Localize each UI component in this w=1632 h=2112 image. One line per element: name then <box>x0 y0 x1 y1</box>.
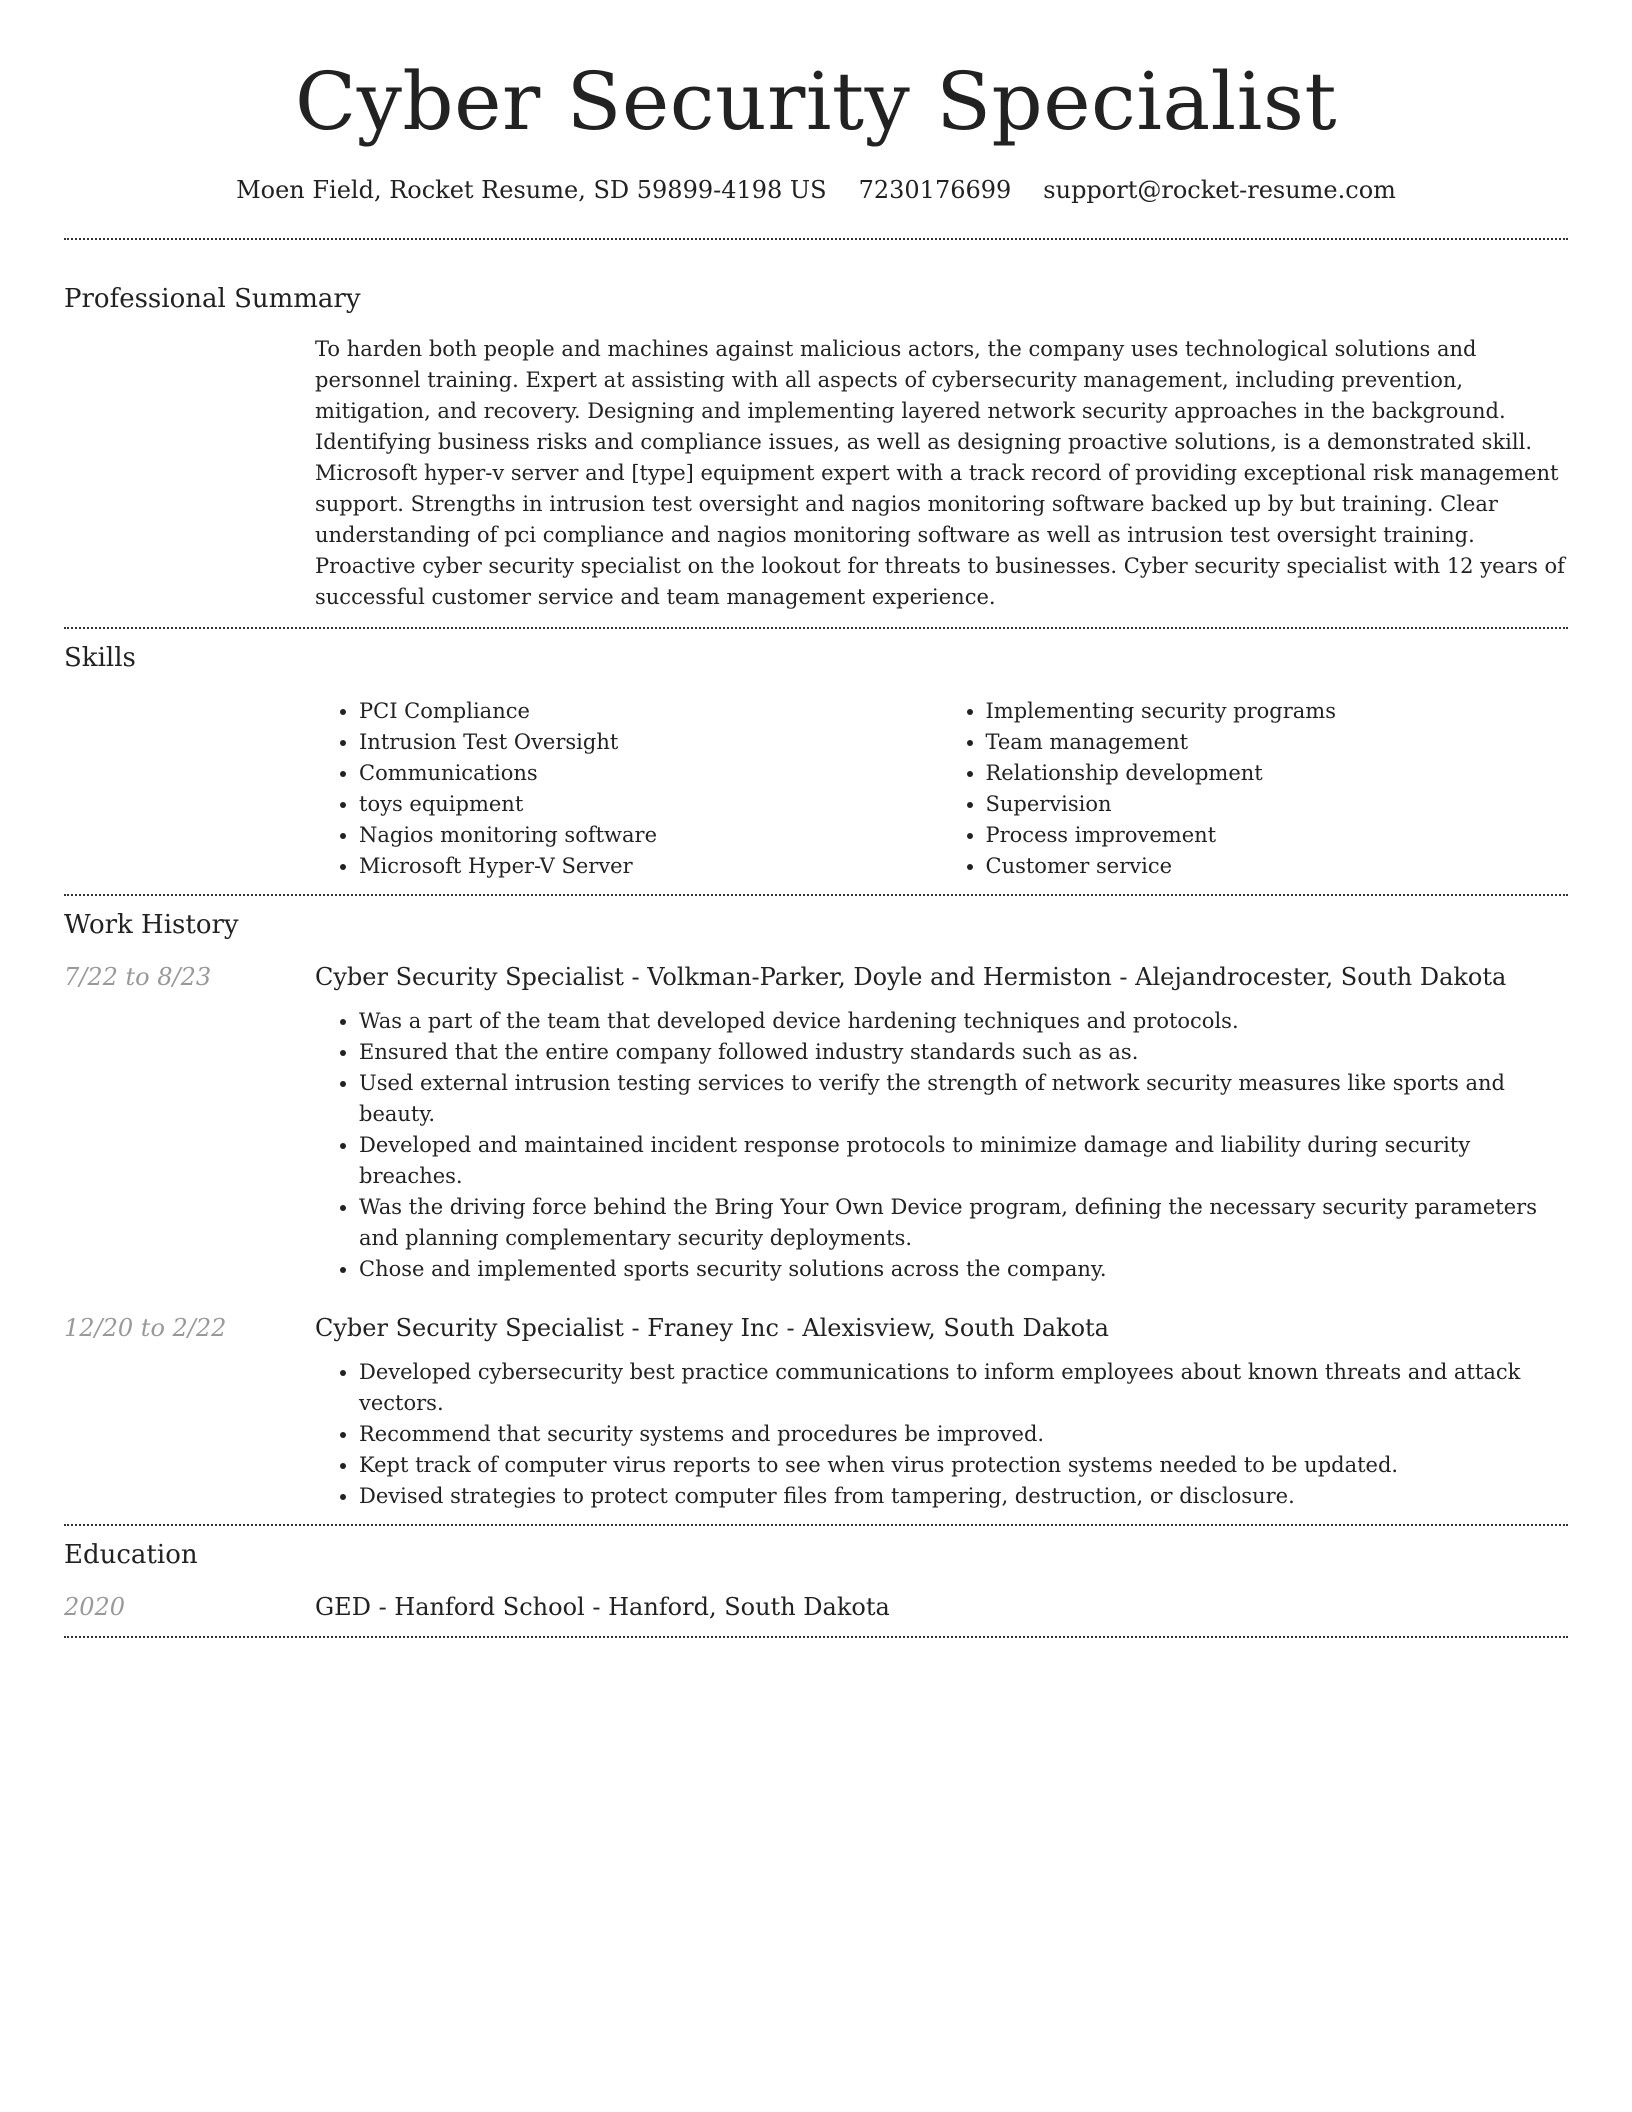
contact-line <box>64 172 1568 208</box>
skill-item: • Microsoft Hyper-V Server <box>359 851 942 882</box>
job-company: Volkman-Parker, Doyle and Hermiston <box>647 963 1112 991</box>
job-bullet: • Chose and implemented sports security solutions across the company. <box>359 1254 1568 1285</box>
contact-address: Moen Field, Rocket Resume, SD 59899-4198 US <box>236 176 827 204</box>
summary-text: To harden both people and machines against malicious actors, the company uses technological solutions and personnel training. Expert at assisting with all aspects of cybersecurity management, including prevention, mitigation, and recovery. Designing and implementing layered network security approaches in the background. Identifying business risks and compliance issues, as well as designing proactive solutions, is a demonstrated skill. Microsoft hyper-v server and [type] equipment expert with a track record of providing exceptional risk management support. Strengths in intrusion test oversight and nagios monitoring software backed up by but training. Clear understanding of pci compliance and nagios monitoring software as well as intrusion test oversight training. Proactive cyber security specialist on the lookout for threats to businesses. Cyber security specialist with 12 years of successful customer service and team management experience. <box>315 337 1565 609</box>
contact-email: support@rocket-resume.com <box>1043 176 1396 204</box>
resume-name: Cyber Security Specialist <box>294 55 1338 148</box>
job-bullets <box>315 1357 1568 1512</box>
job-dates: 12/20 to 2/22 <box>64 1314 227 1342</box>
section-divider <box>64 238 1568 240</box>
job-bullet: • Devised strategies to protect computer files from tampering, destruction, or disclosure. <box>359 1481 1568 1512</box>
job-location: Alejandrocester, South Dakota <box>1135 963 1507 991</box>
job-separator: - <box>778 1314 803 1342</box>
job-bullet: • Was a part of the team that developed device hardening techniques and protocols. <box>359 1006 1568 1037</box>
skill-item: • PCI Compliance <box>359 696 942 727</box>
job-bullet: • Was the driving force behind the Bring Your Own Device program, defining the necessary security parameters and planning complementary security deployments. <box>359 1192 1568 1254</box>
job-dates: 7/22 to 8/23 <box>64 963 212 991</box>
education-entry <box>64 1590 1568 1624</box>
job-bullet: • Used external intrusion testing services to verify the strength of network security measures like sports and beauty. <box>359 1068 1568 1130</box>
job-entry <box>64 1311 1568 1524</box>
education-year: 2020 <box>64 1593 126 1621</box>
skill-item: • Nagios monitoring software <box>359 820 942 851</box>
job-bullets <box>315 1006 1568 1285</box>
section-divider <box>64 894 1568 896</box>
skill-item: • Process improvement <box>986 820 1569 851</box>
job-company: Franey Inc <box>647 1314 779 1342</box>
job-separator: - <box>1111 963 1136 991</box>
skill-item: • Relationship development <box>986 758 1569 789</box>
resume-page <box>64 0 1568 1638</box>
job-heading <box>315 1311 1568 1345</box>
job-bullet: • Ensured that the entire company followed industry standards such as as. <box>359 1037 1568 1068</box>
education-section-title: Education <box>64 1540 198 1570</box>
skill-item: • Customer service <box>986 851 1569 882</box>
job-separator: - <box>623 963 648 991</box>
section-divider <box>64 627 1568 629</box>
skill-item: • toys equipment <box>359 789 942 820</box>
skills-column-right <box>942 696 1569 882</box>
skill-item: • Implementing security programs <box>986 696 1569 727</box>
skill-item: • Communications <box>359 758 942 789</box>
job-body <box>315 1311 1568 1524</box>
job-bullet: • Kept track of computer virus reports to see when virus protection systems needed to be updated. <box>359 1450 1568 1481</box>
job-role: Cyber Security Specialist <box>315 963 624 991</box>
job-bullet: • Developed cybersecurity best practice communications to inform employees about known threats and attack vectors. <box>359 1357 1568 1419</box>
summary-section-title: Professional Summary <box>64 284 361 314</box>
job-role: Cyber Security Specialist <box>315 1314 624 1342</box>
skill-item: • Supervision <box>986 789 1569 820</box>
skill-item: • Intrusion Test Oversight <box>359 727 942 758</box>
job-bullet: • Developed and maintained incident response protocols to minimize damage and liability during security breaches. <box>359 1130 1568 1192</box>
job-separator: - <box>623 1314 648 1342</box>
contact-phone: 7230176699 <box>858 176 1012 204</box>
skills-grid <box>315 696 1568 882</box>
job-heading <box>315 960 1568 994</box>
education-heading: GED - Hanford School - Hanford, South Dakota <box>315 1593 890 1621</box>
job-body <box>315 960 1568 1285</box>
work-section-title: Work History <box>64 910 239 940</box>
job-entry <box>64 960 1568 1285</box>
section-divider <box>64 1636 1568 1638</box>
job-location: Alexisview, South Dakota <box>802 1314 1109 1342</box>
skill-item: • Team management <box>986 727 1569 758</box>
skills-section-title: Skills <box>64 643 136 673</box>
skills-column-left <box>315 696 942 882</box>
job-bullet: • Recommend that security systems and procedures be improved. <box>359 1419 1568 1450</box>
section-divider <box>64 1524 1568 1526</box>
